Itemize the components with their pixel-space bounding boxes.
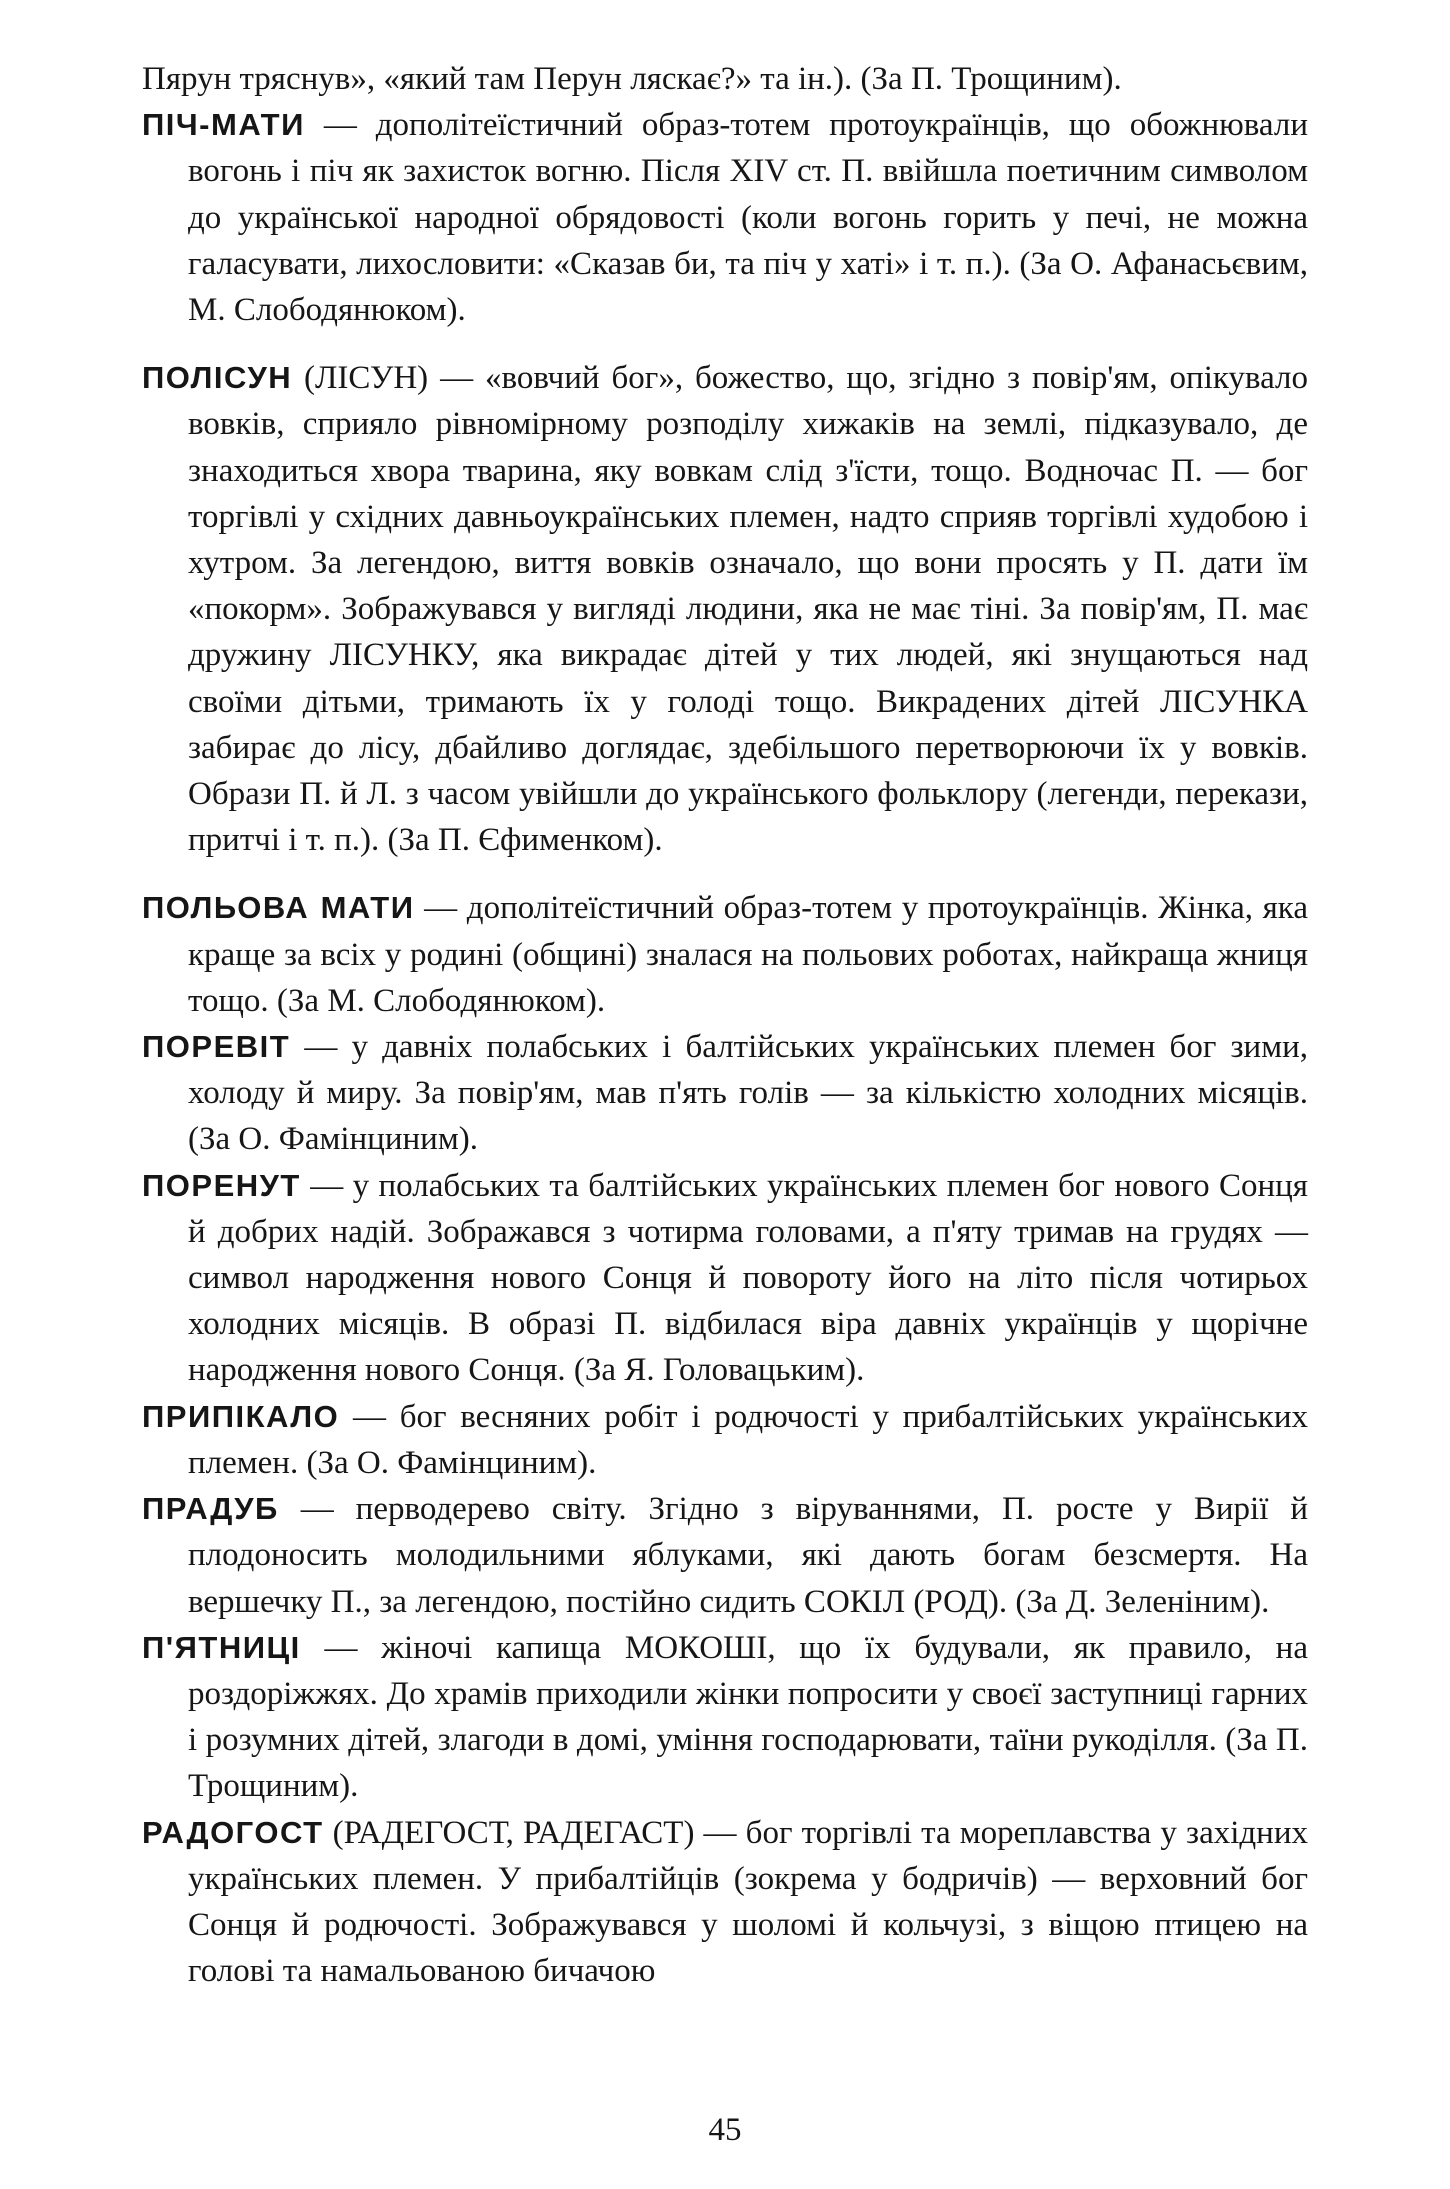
entry-porenut xyxy=(142,1163,1308,1394)
entry-headword: ПОРЕНУТ xyxy=(142,1167,301,1203)
entry-headword: ПРИПІКАЛО xyxy=(142,1398,340,1434)
entry-text: — перводерево світу. Згідно з віруваннями, П. росте у Вирії й плодоносить молодильними яблуками, які дають богам безсмертя. На вершечку П., за легендою, постійно сидить СОКІЛ (РОД). (За Д. Зеленіним). xyxy=(188,1491,1308,1620)
entry-text: Пярун тряснув», «який там Перун ляскає?» та ін.). (За П. Трощиним). xyxy=(142,61,1122,97)
entry-continuation xyxy=(142,56,1308,102)
entry-text: — дополітеїстичний образ-тотем протоукраїнців, що обожнювали вогонь і піч як захисток вогню. Після XIV ст. П. ввійшла поетичним символом до української народної обрядовості (коли вогонь горить у печі, не можна галасувати, лихословити: «Сказав би, та піч у хаті» і т. п.). (За О. Афанасьєвим, М. Слободянюком). xyxy=(188,107,1308,329)
entry-text: (ЛІСУН) — «вовчий бог», божество, що, згідно з повір'ям, опікувало вовків, сприяло рівномірному розподілу хижаків на землі, підказувало, де знаходиться хвора тварина, яку вовкам слід з'їсти, тощо. Водночас П. — бог торгівлі у східних давньоукраїнських племен, надто сприяв торгівлі худобою і хутром. За легендою, виття вовків означало, що вони просять у П. дати їм «покорм». Зображувався у вигляді людини, яка не має тіні. За повір'ям, П. має дружину ЛІСУНКУ, яка викрадає дітей у тих людей, які знущаються над своїми дітьми, тримають їх у голоді тощо. Викрадених дітей ЛІСУНКА забирає до лісу, дбайливо доглядає, здебільшого перетворюючи їх у вовків. Образи П. й Л. з часом увійшли до українського фольклору (легенди, перекази, притчі і т. п.). (За П. Єфименком). xyxy=(188,360,1308,859)
page-number: 45 xyxy=(708,2112,742,2148)
entry-text: — бог весняних робіт і родючості у прибалтійських українських племен. (За О. Фамінциним). xyxy=(188,1398,1308,1481)
entries-column xyxy=(142,56,1308,1994)
entry-prypikalo xyxy=(142,1394,1308,1486)
entry-polova-maty xyxy=(142,885,1308,1024)
entry-headword: ПОЛІСУН xyxy=(142,360,293,396)
entry-headword: ПІЧ-МАТИ xyxy=(142,107,305,143)
entry-headword: П'ЯТНИЦІ xyxy=(142,1629,301,1665)
entry-text: — жіночі капища МОКОШІ, що їх будували, як правило, на роздоріжжях. До храмів приходили жінки попросити у своєї заступниці гарних і розумних дітей, злагоди в домі, уміння господарювати, таїни рукоділля. (За П. Трощиним). xyxy=(188,1629,1308,1805)
entry-pradub xyxy=(142,1486,1308,1625)
entry-text: (РАДЕГОСТ, РАДЕГАСТ) — бог торгівлі та мореплавства у західних українських племен. У прибалтійців (зокрема у бодричів) — верховний бог Сонця й родючості. Зображувався у шоломі й кольчузі, з віщою птицею на голові та намальованою бичачою xyxy=(188,1814,1308,1990)
entry-radogost xyxy=(142,1810,1308,1995)
entry-pich-maty xyxy=(142,102,1308,333)
entry-polisun xyxy=(142,355,1308,863)
entry-text: — у полабських та балтійських українських племен бог нового Сонця й добрих надій. Зображався з чотирма головами, а п'яту тримав на грудях — символ народження нового Сонця й повороту його на літо після чотирьох холодних місяців. В образі П. відбилася віра давніх українців у щорічне народження нового Сонця. (За Я. Головацьким). xyxy=(188,1167,1308,1389)
entry-text: — у давніх полабських і балтійських українських племен бог зими, холоду й миру. За повір'ям, мав п'ять голів — за кількістю холодних місяців. (За О. Фамінциним). xyxy=(188,1029,1308,1158)
entry-porevit xyxy=(142,1024,1308,1163)
entry-headword: РАДОГОСТ xyxy=(142,1814,324,1850)
entry-headword: ПОРЕВІТ xyxy=(142,1029,291,1065)
entry-piatnytsi xyxy=(142,1625,1308,1810)
entry-headword: ПРАДУБ xyxy=(142,1491,279,1527)
entry-text: — дополітеїстичний образ-тотем у протоукраїнців. Жінка, яка краще за всіх у родині (общині) зналася на польових роботах, найкраща жниця тощо. (За М. Слободянюком). xyxy=(188,890,1308,1019)
entry-headword: ПОЛЬОВА МАТИ xyxy=(142,890,415,926)
